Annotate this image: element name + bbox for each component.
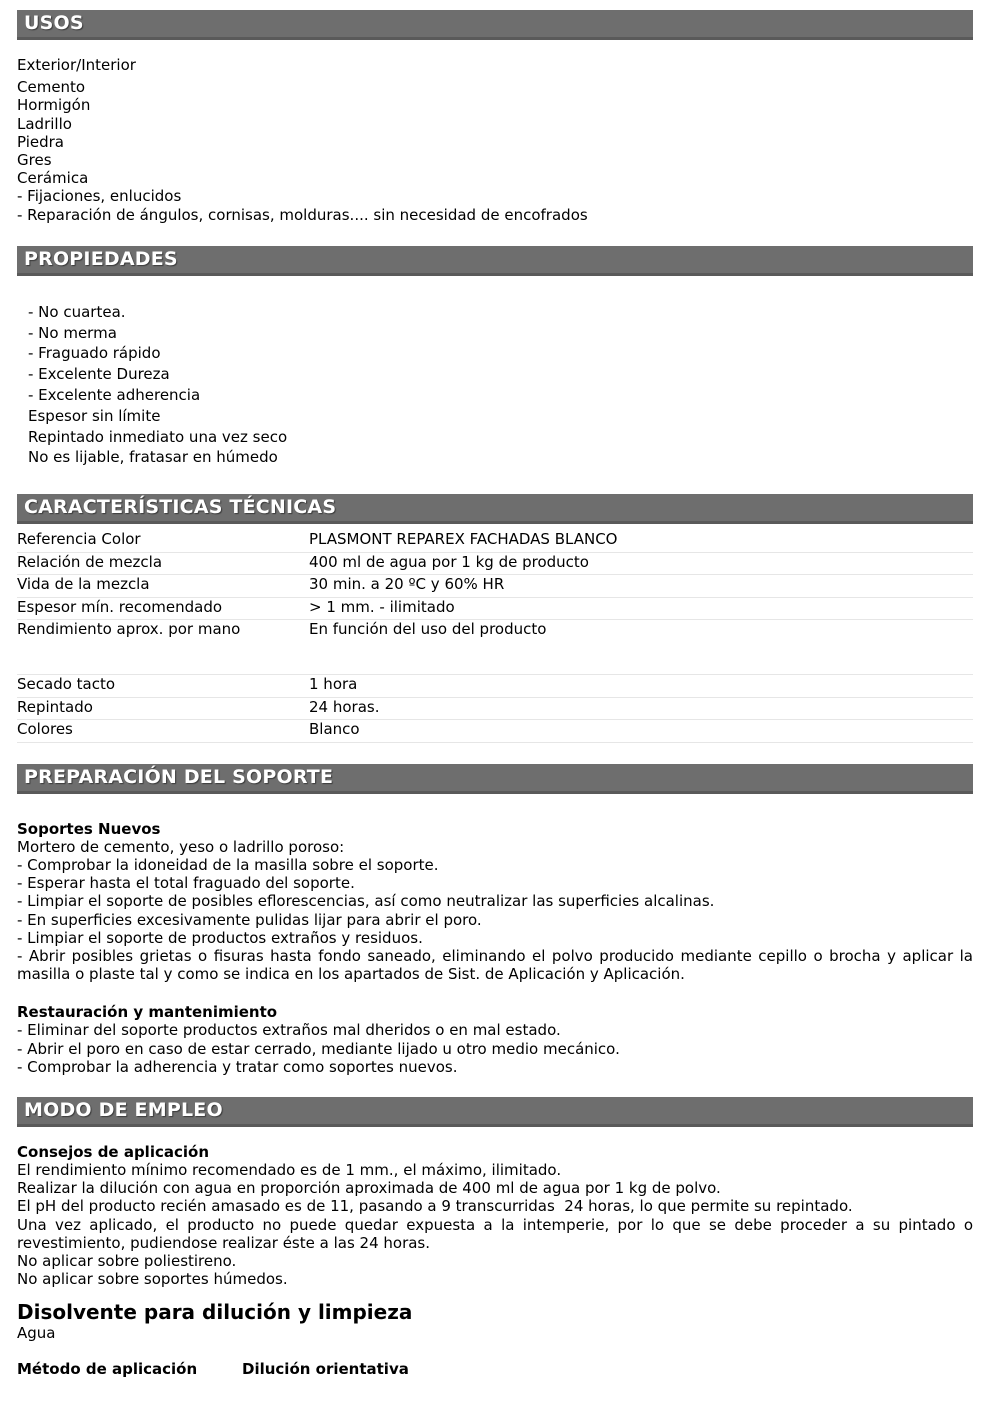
- usos-line: - Fijaciones, enlucidos: [17, 187, 182, 206]
- restauracion-line: - Abrir el poro en caso de estar cerrado, mediante lijado u otro medio mecánico.: [17, 1039, 620, 1058]
- tech-label: Secado tacto: [17, 675, 309, 698]
- technical-datasheet: [17, 10, 973, 1378]
- usos-line: Hormigón: [17, 96, 91, 115]
- usos-line: - Reparación de ángulos, cornisas, molduras.... sin necesidad de encofrados: [17, 205, 588, 224]
- section-header-usos: USOS: [17, 10, 973, 40]
- tech-value: PLASMONT REPAREX FACHADAS BLANCO: [309, 530, 973, 552]
- consejo-line: No aplicar sobre soportes húmedos.: [17, 1270, 288, 1289]
- propiedad-item: No es lijable, fratasar en húmedo: [28, 448, 278, 467]
- restauracion-line: - Comprobar la adherencia y tratar como soportes nuevos.: [17, 1057, 458, 1076]
- usos-line: Gres: [17, 151, 52, 170]
- preparacion-line: - Esperar hasta el total fraguado del soporte.: [17, 874, 355, 893]
- tech-label: Rendimiento aprox. por mano: [17, 620, 309, 675]
- restauracion-title: Restauración y mantenimiento: [17, 1003, 278, 1022]
- table-row: [17, 530, 973, 552]
- table-row: [17, 675, 973, 698]
- propiedad-item: Espesor sin límite: [28, 406, 161, 425]
- usos-line: Piedra: [17, 132, 64, 151]
- preparacion-line: - Limpiar el soporte de productos extraños y residuos.: [17, 928, 423, 947]
- tech-label: Referencia Color: [17, 530, 309, 552]
- section-header-modo-empleo: MODO DE EMPLEO: [17, 1097, 973, 1127]
- tech-value: En función del uso del producto: [309, 620, 973, 675]
- consejo-line: Realizar la dilución con agua en proporción aproximada de 400 ml de agua por 1 kg de polvo.: [17, 1179, 721, 1198]
- metodo-label: Método de aplicación: [17, 1359, 198, 1378]
- tech-label: Repintado: [17, 697, 309, 720]
- disolvente-value: Agua: [17, 1324, 56, 1343]
- table-row: [17, 620, 973, 675]
- table-row: [17, 720, 973, 743]
- propiedad-item: - Excelente Dureza: [28, 365, 170, 384]
- tech-value: > 1 mm. - ilimitado: [309, 597, 973, 620]
- tech-value: 24 horas.: [309, 697, 973, 720]
- tech-table: [17, 530, 973, 743]
- preparacion-line: Mortero de cemento, yeso o ladrillo poroso:: [17, 837, 345, 856]
- consejo-line: El pH del producto recién amasado es de 11, pasando a 9 transcurridas 24 horas, lo que permite su repintado.: [17, 1197, 853, 1216]
- tech-value: 30 min. a 20 ºC y 60% HR: [309, 575, 973, 598]
- propiedad-item: Repintado inmediato una vez seco: [28, 427, 288, 446]
- tech-label: Colores: [17, 720, 309, 743]
- metodo-dilucion-row: [17, 1360, 973, 1378]
- consejo-paragraph: Una vez aplicado, el producto no puede quedar expuesta a la intemperie, por lo que se debe proceder a su pintado o revestimiento, pudiendose realizar éste a las 24 horas.: [17, 1215, 973, 1252]
- tech-label: Espesor mín. recomendado: [17, 597, 309, 620]
- preparacion-line: - Limpiar el soporte de posibles eflorescencias, así como neutralizar las superficies alcalinas.: [17, 892, 715, 911]
- preparacion-line: - En superficies excesivamente pulidas lijar para abrir el poro.: [17, 910, 482, 929]
- propiedad-item: - Fraguado rápido: [28, 344, 161, 363]
- table-row: [17, 575, 973, 598]
- preparacion-paragraph: - Abrir posibles grietas o fisuras hasta fondo saneado, eliminando el polvo producido mediante cepillo o brocha y aplicar la masilla o plaste tal y como se indica en los apartados de Sist. de Aplicación y Aplicación.: [17, 946, 973, 984]
- table-row: [17, 697, 973, 720]
- consejos-title: Consejos de aplicación: [17, 1142, 209, 1161]
- usos-line: Ladrillo: [17, 114, 72, 133]
- propiedad-item: - No merma: [28, 323, 117, 342]
- propiedad-item: - Excelente adherencia: [28, 386, 201, 405]
- tech-value: 400 ml de agua por 1 kg de producto: [309, 552, 973, 575]
- section-header-caracteristicas: CARACTERÍSTICAS TÉCNICAS: [17, 494, 973, 524]
- propiedad-item: - No cuartea.: [28, 302, 126, 321]
- table-row: [17, 552, 973, 575]
- section-header-preparacion: PREPARACIÓN DEL SOPORTE: [17, 764, 973, 794]
- soportes-nuevos-title: Soportes Nuevos: [17, 819, 161, 838]
- tech-label: Relación de mezcla: [17, 552, 309, 575]
- section-header-propiedades: PROPIEDADES: [17, 246, 973, 276]
- consejo-line: No aplicar sobre poliestireno.: [17, 1251, 237, 1270]
- table-row: [17, 597, 973, 620]
- tech-value: Blanco: [309, 720, 973, 743]
- consejo-line: El rendimiento mínimo recomendado es de 1 mm., el máximo, ilimitado.: [17, 1160, 562, 1179]
- tech-label: Vida de la mezcla: [17, 575, 309, 598]
- preparacion-line: - Comprobar la idoneidad de la masilla sobre el soporte.: [17, 855, 439, 874]
- tech-value: 1 hora: [309, 675, 973, 698]
- dilucion-label: Dilución orientativa: [242, 1359, 409, 1378]
- usos-line: Exterior/Interior: [17, 56, 136, 74]
- restauracion-line: - Eliminar del soporte productos extraños mal dheridos o en mal estado.: [17, 1021, 561, 1040]
- usos-line: Cemento: [17, 78, 86, 97]
- usos-line: Cerámica: [17, 169, 89, 188]
- disolvente-title: Disolvente para dilución y limpieza: [17, 1300, 413, 1325]
